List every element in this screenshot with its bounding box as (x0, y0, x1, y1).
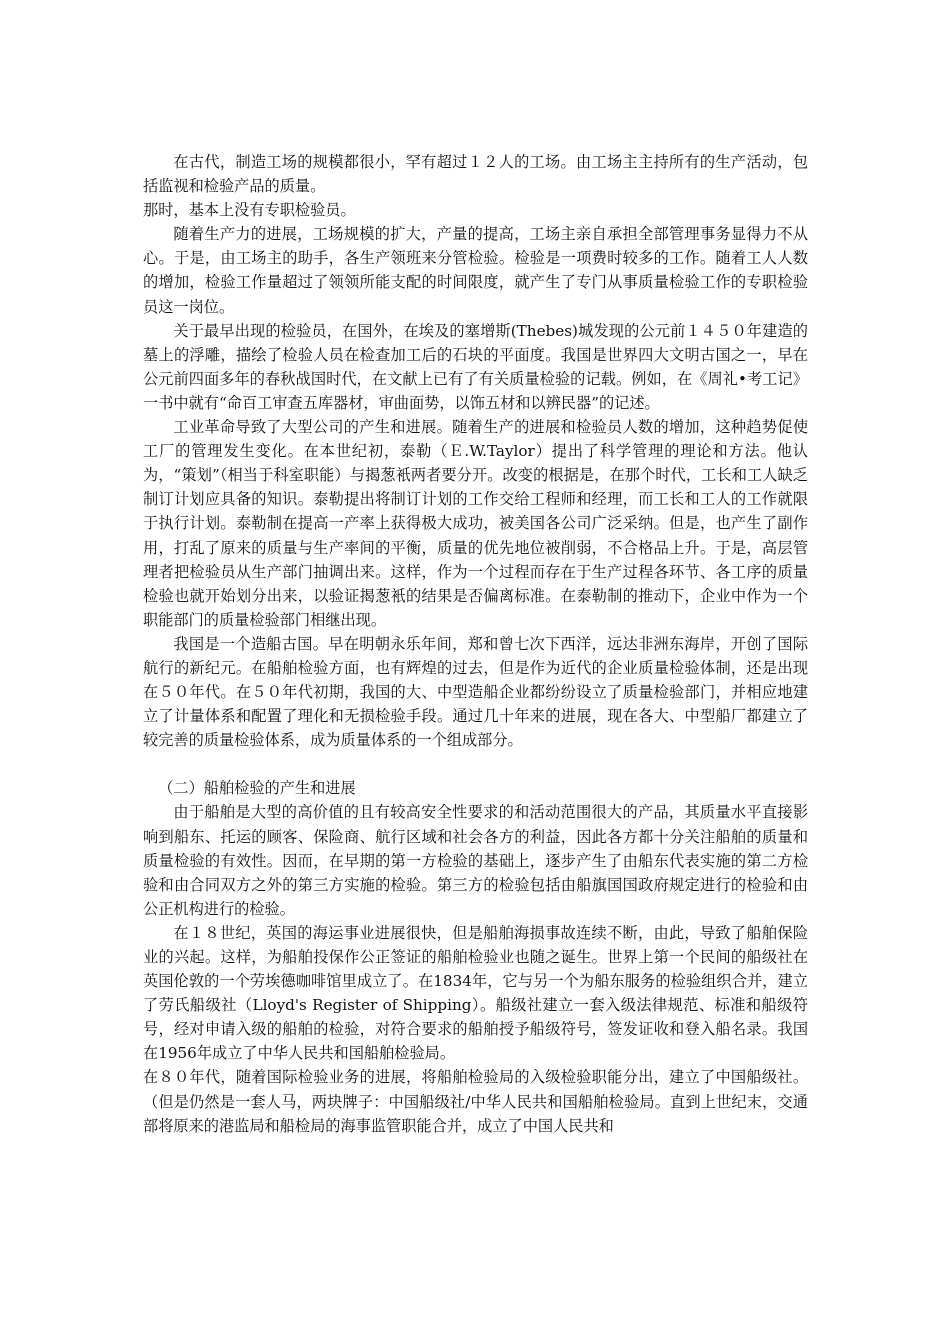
paragraph-lloyds: 在１８世纪，英国的海运事业进展很快，但是船舶海损事故连续不断，由此，导致了船舶保险业的兴起。这样，为船舶投保作公正签证的船舶检验业也随之诞生。世界上第一个民间的船级社在英国伦敦的一个劳埃德咖啡馆里成立了。在1834年，它与另一个为船东服务的检验组织合并，建立了劳氏船级社（Lloyd's Register of Shipping）。船级社建立一套入级法律规范、标准和船级符号，经对申请入级的船舶的检验，对符合要求的船舶授予船级符号，签发证收和登入船名录。我国在1956年成立了中华人民共和国船舶检验局。 (143, 923, 808, 1063)
paragraph-productivity: 随着生产力的进展，工场规模的扩大，产量的提高，工场主亲自承担全部管理事务显得力不从心。于是，由工场主的助手，各生产领班来分管检验。检验是一项费时较多的工作。随着工人人数的增加，检验工作量超过了领领所能支配的时间限度，就产生了专门从事质量检验工作的专职检验员这一岗位。 (143, 225, 808, 316)
paragraph-industrial-revolution: 工业革命导致了大型公司的产生和进展。随着生产的进展和检验员人数的增加，这种趋势促使工厂的管理发生变化。在本世纪初，泰勒（Ｅ.W.Taylor）提出了科学管理的理论和方法。他认为，“策划”（相当于科室职能）与揭葱衹两者要分开。改变的根据是，在那个时代，工长和工人缺乏制订计划应具备的知识。泰勒提出将制订计划的工作交给工程师和经理，而工长和工人的工作就限于执行计划。泰勒制在提高一产率上获得极大成功，被美国各公司广泛采纳。但是，也产生了副作用，打乱了原来的质量与生产率间的平衡，质量的优先地位被削弱，不合格品上升。于是，高层管理者把检验员从生产部门抽调出来。这样，作为一个过程而存在于生产过程各环节、各工序的质量检验也就开始划分出来，以验证揭葱衹的结果是否偏离标准。在泰勒制的推动下，企业中作为一个职能部门的质量检验部门相继出现。 (143, 418, 808, 629)
section-spacer (143, 752, 808, 776)
document-body (143, 150, 808, 1138)
paragraph-earliest-inspectors: 关于最早出现的检验员，在国外，在埃及的塞增斯(Thebes)城发现的公元前１４５０年建造的墓上的浮雕，描绘了检验人员在检查加工后的石块的平面度。我国是世界四大文明古国之一，早在公元前四面多年的春秋战国时代，在文献上已有了有关质量检验的记载。例如，在《周礼•考工记》一书中就有“命百工审查五库器材，审曲面势，以饰五材和以辨民器”的记述。 (143, 321, 808, 412)
paragraph-china-classification: 在８０年代，随着国际检验业务的进展，将船舶检验局的入级检验职能分出，建立了中国船级社。（但是仍然是一套人马，两块牌子：中国船级社/中华人民共和国船舶检验局。直到上世纪末，交通部将原来的港监局和船检局的海事监管职能合并，成立了中国人民共和 (143, 1068, 808, 1135)
paragraph-no-inspectors: 那时，基本上没有专职检验员。 (143, 201, 356, 220)
paragraph-ancient-workshops: 在古代，制造工场的规模都很小，罕有超过１２人的工场。由工场主主持所有的生产活动，包括监视和检验产品的质量。 (143, 153, 808, 196)
section-heading: （二）船舶检验的产生和进展 (158, 779, 356, 798)
paragraph-shipbuilding-nation: 我国是一个造船古国。早在明朝永乐年间，郑和曾七次下西洋，远达非洲东海岸，开创了国际航行的新纪元。在船舶检验方面，也有辉煌的过去，但是作为近代的企业质量检验体制，还是出现在５０年代。在５０年代初期，我国的大、中型造船企业都纷纷设立了质量检验部门，并相应地建立了计量体系和配置了理化和无损检验手段。通过几十年来的进展，现在各大、中型船厂都建立了较完善的质量检验体系，成为质量体系的一个组成部分。 (143, 634, 808, 750)
paragraph-ship-quality: 由于船舶是大型的高价值的且有较高安全性要求的和活动范围很大的产品，其质量水平直接影响到船东、托运的顾客、保险商、航行区域和社会各方的利益，因此各方都十分关注船舶的质量和质量检验的有效性。因而，在早期的第一方检验的基础上，逐步产生了由船东代表实施的第二方检验和由合同双方之外的第三方实施的检验。第三方的检验包括由船旗国国政府规定进行的检验和由公正机构进行的检验。 (143, 803, 808, 918)
